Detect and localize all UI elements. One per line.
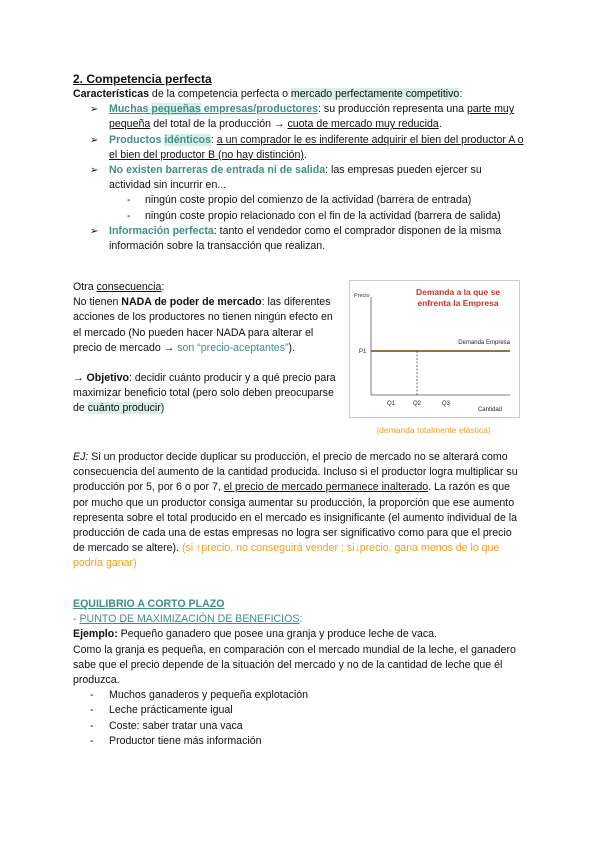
consequence-text: No tienen NADA de poder de mercado: las diferentes acciones de los productores no tienen ningún efecto en el mercado (No pueden hacer NADA para alterar el precio de mercado → son “precio-aceptantes”). [73, 296, 333, 354]
list-item: - Muchos ganaderos y pequeña explotación [90, 689, 309, 702]
x-tick-q3: Q3 [441, 401, 451, 407]
x-axis-label: Cantidad [477, 407, 502, 413]
arrow-bullet-icon: ➢ [90, 104, 99, 116]
example-paragraph: EJ: Si un productor decide duplicar su producción, el precio de mercado no se alterará como consecuencia del aumento de la cantidad producida. Incluso si el productor logra multiplicar su producción por 5, por 6 o por 7, el precio de mercado permanece inalterado. La razón es que por mucho que un productor consiga aumentar su producción, la proporción que ese aumento representa sobre el total producido en el mercado es insignificante (el aumento individual de la producción de cada una de estas empresas no logra ser significativo como para que el precio de mercado se altere). (si ↑precio, no conseguirá vender ; si↓precio, gana menos de lo que podría ganar) [73, 451, 518, 570]
dash-bullet: - [127, 194, 131, 207]
bullet-identical-products: ➢ Productos idénticos: a un comprador le es indiferente adquirir el bien del productor A o el bien del productor B (no hay distinción). [90, 133, 524, 161]
chart-title-line2: enfrenta la Empresa [417, 298, 499, 308]
equilibrium-title: EQUILIBRIO A CORTO PLAZO [73, 598, 225, 610]
price-label: P1 [359, 349, 367, 355]
chart-title-line1: Demanda a la que se [415, 287, 501, 297]
list-item: - Productor tiene más información [90, 734, 262, 747]
chart-caption: (demanda totalmente elástica) [376, 425, 491, 435]
x-tick-q2: Q2 [412, 401, 422, 407]
y-axis-label: Precio [354, 293, 370, 299]
list-item: - Leche prácticamente igual [90, 704, 233, 717]
bullet-many-firms: ➢ Muchas pequeñas empresas/productores: su producción representa una parte muy pequeña del total de la producción → cuota de mercado muy reducida. [90, 103, 515, 131]
features-intro: Características de la competencia perfecta o mercado perfectamente competitivo: [73, 88, 463, 100]
demand-chart [349, 280, 520, 418]
arrow-bullet-icon: ➢ [90, 165, 99, 177]
objective-text: → Objetivo: decidir cuánto producir y a qué precio para maximizar beneficio total (pero solo deben preocuparse de cuánto producir) [73, 372, 336, 415]
barrier-exit-item: - ningún coste propio relacionado con el fin de la actividad (barrera de salida) [73, 209, 525, 224]
consequence-block [73, 280, 343, 417]
dash-bullet: - [127, 209, 131, 222]
arrow-bullet-icon: ➢ [90, 225, 99, 237]
features-block [73, 87, 525, 254]
equilibrium-block [73, 597, 525, 749]
list-item: - Coste: saber tratar una vaca [90, 719, 243, 732]
bullet-no-barriers: ➢ No existen barreras de entrada ni de salida: las empresas pueden ejercer su actividad sin incurrir en... [90, 164, 482, 192]
barrier-entry-item: - ningún coste propio del comienzo de la actividad (barrera de entrada) [73, 193, 525, 208]
bullet-perfect-information: ➢ Información perfecta: tanto el vendedor como el comprador disponen de la misma información sobre la transacción que realizan. [90, 224, 502, 253]
section-title: 2. Competencia perfecta [73, 72, 212, 86]
example-line: Ejemplo: Pequeño ganadero que posee una granja y produce leche de vaca. [73, 628, 437, 641]
arrow-bullet-icon: ➢ [90, 134, 99, 146]
example-explanation: Como la granja es pequeña, en comparación con el mercado mundial de la leche, el ganadero sabe que el precio depende de la situación del mercado y no de la cantidad de leche que él produzca. [73, 643, 516, 687]
series-label: Demanda Empresa [458, 340, 510, 346]
demand-chart-svg [350, 281, 519, 417]
consequence-label: Otra consecuencia: [73, 281, 165, 293]
equilibrium-subtitle: - PUNTO DE MAXIMIZACIÓN DE BENEFICIOS: [73, 613, 303, 626]
x-tick-q1: Q1 [386, 401, 396, 407]
